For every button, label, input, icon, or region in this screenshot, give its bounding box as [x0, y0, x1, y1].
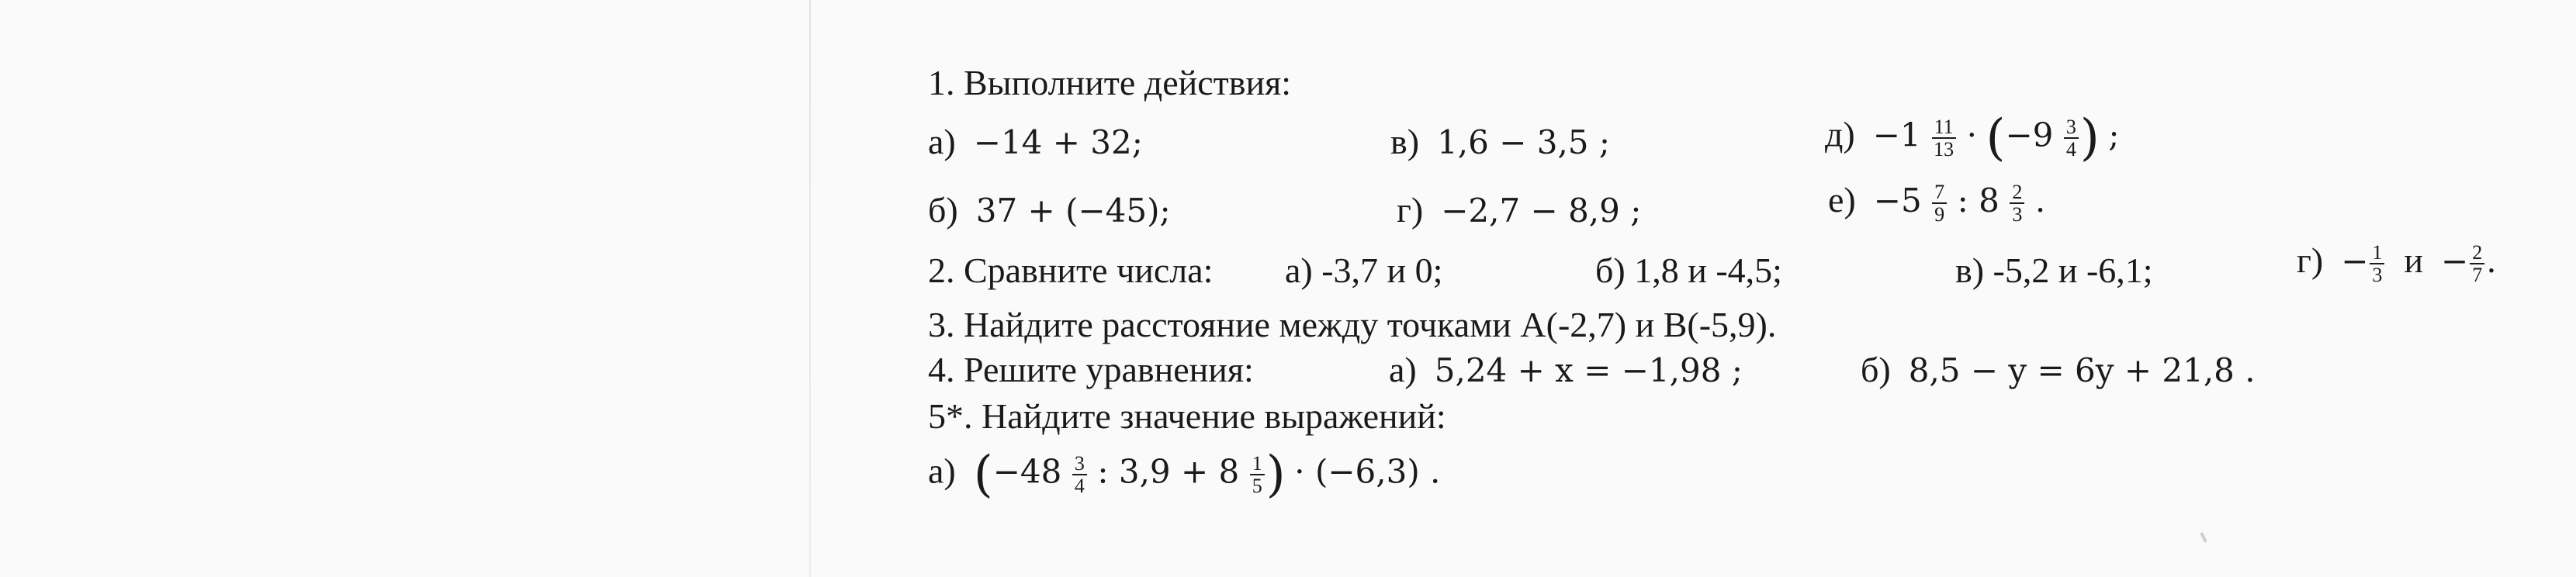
fraction [2010, 181, 2024, 226]
expr-part: . [2034, 181, 2046, 219]
expr-part: −1 [1872, 116, 1921, 154]
item-expr: 8,5 − y = 6y + 21,8 . [1908, 351, 2256, 389]
open-paren: ( [973, 446, 993, 503]
numerator: 2 [2010, 181, 2024, 204]
expr-part: · (−6,3) . [1294, 452, 1441, 491]
expr-part: −5 [1873, 181, 1922, 219]
close-paren: ) [2079, 109, 2100, 167]
expr-part: . [2486, 241, 2497, 280]
expr-part: −48 [992, 452, 1062, 491]
task2-heading: 2. Сравните числа: [928, 250, 1214, 290]
task2-item-g [2297, 242, 2497, 286]
item-expr: 5,24 + x = −1,98 ; [1434, 351, 1743, 389]
denominator: 3 [2012, 203, 2023, 226]
item-label: г) [1397, 190, 1424, 230]
minus-sign: − [2341, 241, 2369, 280]
task1-item-a [928, 124, 1143, 160]
paper-speck [2200, 532, 2207, 543]
expr-part: ; [2108, 116, 2120, 154]
denominator: 3 [2372, 264, 2383, 287]
denominator: 5 [1252, 475, 1262, 497]
task4-heading: 4. Решите уравнения: [928, 350, 1254, 389]
item-label: в) [1390, 122, 1420, 161]
task2-item-b: б) 1,8 и -4,5; [1595, 250, 1782, 290]
item-label: г) [2297, 240, 2324, 280]
task5-heading: 5*. Найдите значение выражений: [928, 396, 1446, 436]
task5-item-a [928, 446, 1441, 503]
task1-item-g [1397, 192, 1641, 228]
numerator: 3 [1072, 453, 1087, 475]
numerator: 1 [2370, 242, 2384, 264]
expr-part: · [1966, 116, 1978, 154]
expr-part: : 8 [1957, 181, 2000, 219]
task1-heading: 1. Выполните действия: [928, 63, 1292, 102]
item-label: е) [1828, 179, 1856, 219]
denominator: 13 [1934, 138, 1955, 161]
denominator: 9 [1934, 203, 1945, 226]
task1-item-d [1825, 109, 2120, 167]
fraction [2370, 242, 2384, 286]
item-label: а) [928, 451, 956, 491]
expr-part: : 3,9 + 8 [1097, 452, 1240, 491]
item-label: б) [1861, 350, 1891, 389]
item-expr: −14 + 32; [973, 123, 1143, 161]
minus-sign: − [2441, 241, 2469, 280]
numerator: 3 [2064, 116, 2079, 139]
item-label: д) [1825, 114, 1855, 154]
task2-item-v: в) -5,2 и -6,1; [1955, 250, 2153, 290]
denominator: 7 [2472, 264, 2483, 287]
task4-item-b [1861, 352, 2256, 388]
item-label: б) [928, 190, 958, 230]
fraction [1932, 181, 1947, 226]
fraction [2470, 242, 2484, 286]
denominator: 4 [2065, 138, 2076, 161]
task1-item-v [1390, 124, 1610, 160]
task4-item-a [1389, 352, 1743, 388]
denominator: 4 [1074, 475, 1085, 497]
numerator: 1 [1250, 453, 1265, 475]
expr-part: −9 [2005, 116, 2054, 154]
page-fold [809, 0, 811, 577]
task3-text: 3. Найдите расстояние между точками А(-2,7) и В(-5,9). [928, 305, 1777, 344]
numerator: 2 [2470, 242, 2484, 264]
item-expr: 1,6 − 3,5 ; [1437, 123, 1611, 161]
item-label: а) [928, 122, 956, 161]
fraction [1072, 453, 1087, 497]
close-paren: ) [1265, 446, 1286, 503]
item-expr: 37 + (−45); [975, 192, 1171, 230]
task1-item-e [1828, 181, 2045, 226]
task2-item-a: а) -3,7 и 0; [1285, 250, 1443, 290]
numerator: 7 [1932, 181, 1947, 204]
item-label: а) [1389, 350, 1417, 389]
fraction [1250, 453, 1265, 497]
item-expr: −2,7 − 8,9 ; [1441, 192, 1642, 230]
fraction [2064, 116, 2079, 161]
numerator: 11 [1932, 116, 1956, 139]
task1-item-b [928, 192, 1171, 228]
fraction [1931, 116, 1956, 161]
open-paren: ( [1986, 109, 2006, 167]
and-word: и [2404, 240, 2424, 280]
